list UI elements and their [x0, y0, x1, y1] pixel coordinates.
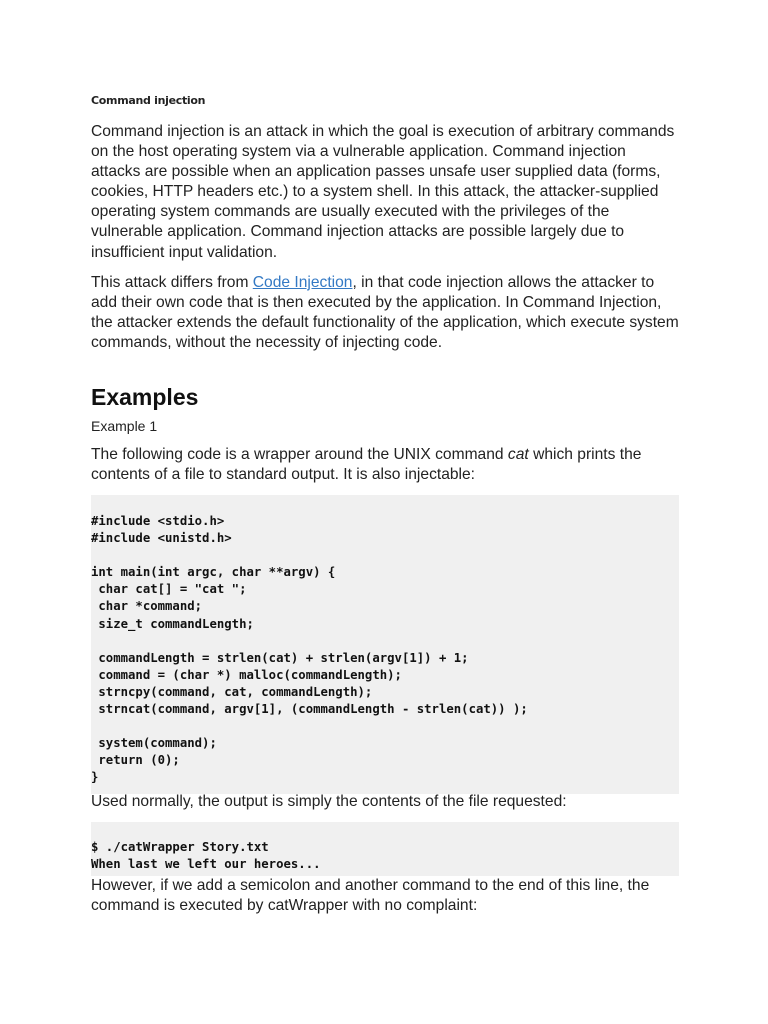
code-line: char *command; — [91, 599, 203, 614]
cat-command-emphasis: cat — [507, 446, 529, 463]
example-intro-paragraph — [91, 445, 679, 485]
code-line: size_t commandLength; — [91, 616, 254, 631]
code-line — [91, 547, 679, 564]
code-line: strncpy(command, cat, commandLength); — [91, 684, 373, 699]
code-line: #include <stdio.h> — [91, 514, 225, 528]
code-line: system(command); — [91, 736, 217, 751]
difference-text-after: , in that code injection allows the attacker to add their own code that is then executed by the application. In Command Injection, the attacker extends the default functionality of the application, which execute system commands, without the necessity of injecting code. — [91, 274, 679, 352]
shell-output-line: $ ./catWrapper Story.txt — [91, 840, 269, 854]
code-line: } — [91, 770, 99, 785]
document-title: Command injection — [91, 94, 206, 107]
intro-paragraph: Command injection is an attack in which the goal is execution of arbitrary commands on the host operating system via a vulnerable application. Command injection attacks are possible when an application passes unsafe user supplied data (forms, cookies, HTTP headers etc.) to a system shell. In this attack, the attacker-supplied operating system commands are usually executed with the privileges of the vulnerable application. Command injection attacks are possible largely due to insufficient input validation. — [91, 123, 675, 261]
examples-heading: Examples — [91, 384, 199, 410]
code-listing-block — [91, 495, 679, 794]
code-line — [91, 718, 679, 735]
code-line — [91, 633, 679, 650]
example-intro-after: which prints the contents of a file to standard output. It is also injectable: — [91, 446, 642, 484]
normal-use-paragraph: Used normally, the output is simply the contents of the file requested: — [91, 793, 567, 810]
shell-output-line: When last we left our heroes... — [91, 857, 321, 872]
code-line: return (0); — [91, 753, 180, 768]
code-line: char cat[] = "cat "; — [91, 582, 247, 597]
example-intro-before: The following code is a wrapper around the UNIX command — [91, 446, 508, 463]
code-line: #include <unistd.h> — [91, 531, 232, 546]
difference-text-before: This attack differs from — [91, 274, 253, 291]
code-injection-link[interactable]: Code Injection — [252, 274, 353, 291]
code-line: strncat(command, argv[1], (commandLength - strlen(cat)) ); — [91, 702, 528, 717]
code-line: int main(int argc, char **argv) { — [91, 565, 336, 580]
difference-paragraph — [91, 273, 679, 353]
shell-output-block — [91, 822, 679, 876]
example-label: Example 1 — [91, 418, 158, 434]
semicolon-paragraph: However, if we add a semicolon and another command to the end of this line, the command is executed by catWrapper with no complaint: — [91, 877, 650, 915]
code-line: commandLength = strlen(cat) + strlen(argv[1]) + 1; — [91, 650, 469, 665]
code-line: command = (char *) malloc(commandLength); — [91, 667, 402, 682]
